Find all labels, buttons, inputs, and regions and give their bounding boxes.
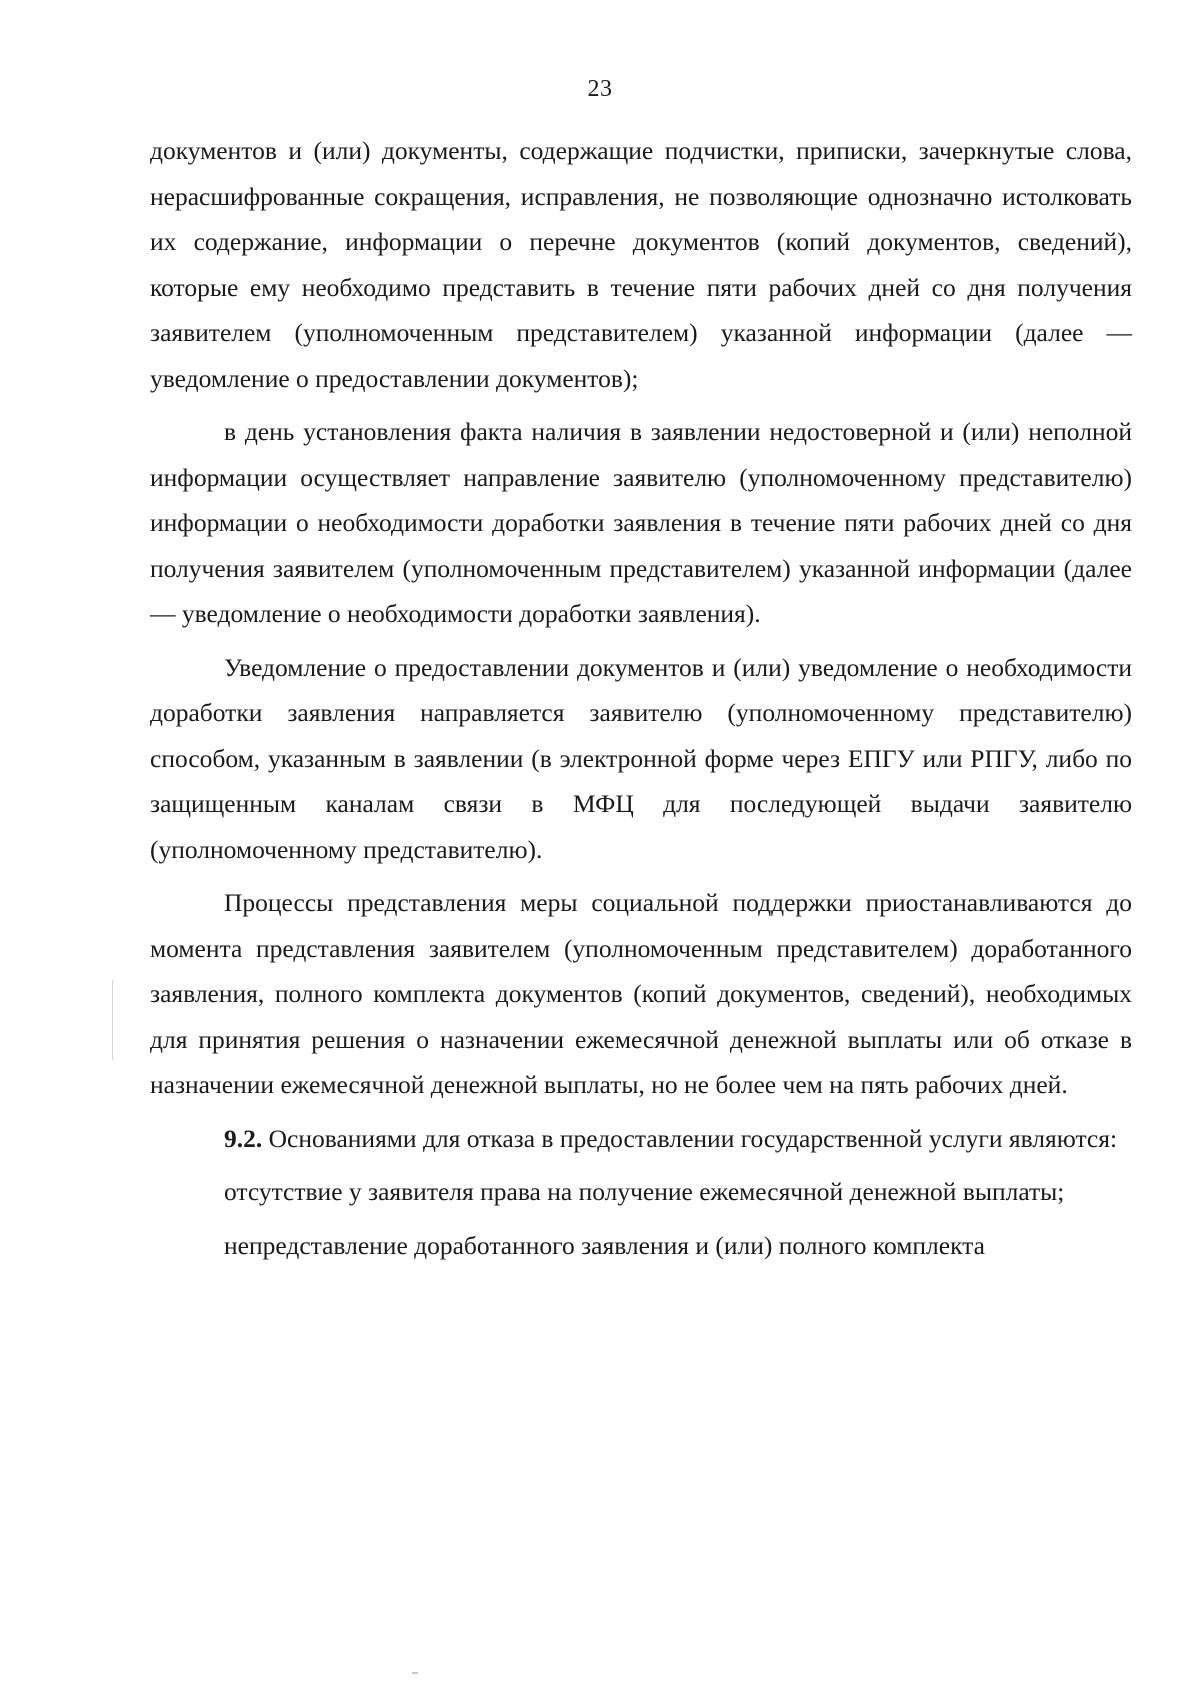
paragraph-refusal-grounds xyxy=(150,1116,1132,1162)
paragraph-continuation: документов и (или) документы, содержащие подчистки, приписки, зачеркнутые слова, нерасшифрованные сокращения, исправления, не позволяющие однозначно истолковать их содержание, информации о перечне документов (копий документов, сведений), которые ему необходимо представить в течение пяти рабочих дней со дня получения заявителем (уполномоченным представителем) указанной информации (далее — уведомление о предоставлении документов); xyxy=(150,136,1132,393)
document-body xyxy=(150,128,1132,1268)
paragraph-notification-method: Уведомление о предоставлении документов и (или) уведомление о необходимости доработки заявления направляется заявителю (уполномоченному представителю) способом, указанным в заявлении (в электронной форме через ЕПГУ или РПГУ, либо по защищенным каналам связи в МФЦ для последующей выдачи заявителю (уполномоченному представителю). xyxy=(150,652,1132,864)
paragraph-non-submission: непредставление доработанного заявления и (или) полного комплекта xyxy=(224,1230,985,1260)
page-number: 23 xyxy=(587,76,613,102)
clause-number: 9.2. xyxy=(224,1123,263,1153)
scan-margin-mark xyxy=(112,980,113,1060)
paragraph-process-suspension: Процессы представления меры социальной поддержки приостанавливаются до момента представления заявителем (уполномоченным представителем) доработанного заявления, полного комплекта документов (копий документов, сведений), необходимых для принятия решения о назначении ежемесячной денежной выплаты или об отказе в назначении ежемесячной денежной выплаты, но не более чем на пять рабочих дней. xyxy=(150,888,1132,1099)
clause-text: Основаниями для отказа в предоставлении государственной услуги являются: xyxy=(262,1123,1118,1153)
paragraph-no-right: отсутствие у заявителя права на получение ежемесячной денежной выплаты; xyxy=(224,1177,1065,1206)
scan-artifact xyxy=(412,1672,418,1674)
paragraph-incomplete-info: в день установления факта наличия в заявлении недостоверной и (или) неполной информации осуществляет направление заявителю (уполномоченному представителю) информации о необходимости доработки заявления в течение пяти рабочих дней со дня получения заявителем (уполномоченным представителем) указанной информации (далее — уведомление о необходимости доработки заявления). xyxy=(150,417,1132,628)
